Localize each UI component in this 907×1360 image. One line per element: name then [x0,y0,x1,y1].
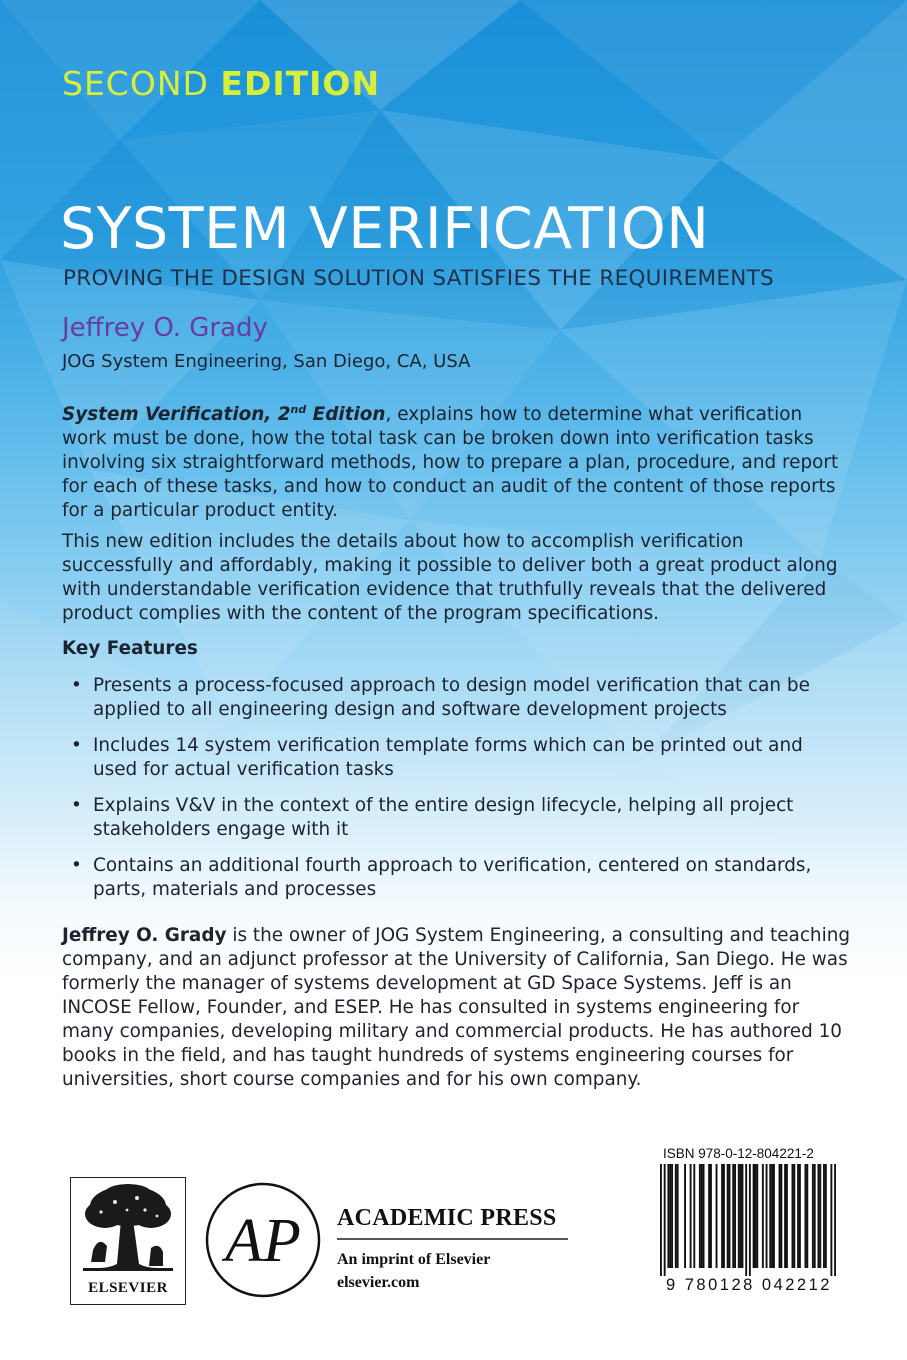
bio-author-name: Jeffrey O. Grady [62,925,227,946]
barcode-bar [817,1164,819,1268]
barcode-bar [742,1164,744,1268]
isbn-barcode [660,1164,836,1276]
barcode-bar [699,1164,701,1268]
elsevier-wordmark: ELSEVIER [88,1280,168,1296]
barcode-bar [667,1164,669,1268]
feature-item [62,794,832,842]
barcode-bar [753,1164,755,1268]
edition-word: EDITION [220,64,381,103]
barcode-bar [797,1164,799,1268]
feature-text: Includes 14 system verification template forms which can be printed out and used for actual verification tasks [93,735,803,780]
feature-text: Explains V&V in the context of the entire design lifecycle, helping all project stakeholders engage with it [93,795,794,840]
barcode-bar [727,1164,729,1268]
barcode-bar [773,1164,775,1268]
barcode-bar [766,1164,768,1268]
elsevier-logo [70,1177,186,1305]
barcode-bar [690,1164,692,1268]
key-features-heading: Key Features [62,638,198,659]
barcode-bar [669,1164,671,1268]
author-bio [62,924,852,1092]
barcode-bar [823,1164,825,1268]
barcode-bar [830,1164,832,1276]
barcode-bar [806,1164,808,1268]
bullet-icon: • [71,735,82,756]
book-subtitle: PROVING THE DESIGN SOLUTION SATISFIES THE REQUIREMENTS [63,266,774,291]
barcode-bar [732,1164,734,1268]
academic-press-name: ACADEMIC PRESS [337,1205,557,1231]
barcode-bar [812,1164,814,1268]
barcode-bar [814,1164,816,1268]
publisher-divider [337,1238,568,1240]
barcode-bar [660,1164,662,1276]
author-name: Jeffrey O. Grady [62,313,268,343]
barcode-bar [780,1164,782,1268]
edition-number: SECOND [62,64,209,103]
barcode-bar [675,1164,677,1268]
barcode-bar [664,1164,666,1276]
barcode-bar [677,1164,679,1268]
bullet-icon: • [71,855,82,876]
feature-item [62,674,832,722]
barcode-bar [684,1164,686,1268]
book-title: SYSTEM VERIFICATION [60,196,710,262]
barcode-bar [799,1164,801,1268]
elsevier-tree-icon [71,1180,185,1276]
description-text: , explains how to determine what verification work must be done, how the total task can be broken down into verification tasks involving six straightforward methods, how to prepare a plan, procedure, and report for each of these tasks, and how to conduct an audit of the content of those reports for a particular product entity. [62,404,839,522]
publisher-url: elsevier.com [337,1274,420,1291]
isbn-label: ISBN 978-0-12-804221-2 [663,1146,814,1161]
barcode-bar [723,1164,725,1268]
barcode-bar [745,1164,747,1276]
description-edition-word: Edition [306,404,386,426]
barcode-bar [762,1164,764,1268]
barcode-bar [671,1164,673,1268]
imprint-line: An imprint of Elsevier [337,1251,491,1268]
barcode-bar [769,1164,771,1268]
bullet-icon: • [71,795,82,816]
edition-label [62,64,380,103]
barcode-bar [710,1164,712,1268]
feature-item [62,854,832,902]
barcode-bar [754,1164,756,1268]
barcode-bar [834,1164,836,1276]
barcode-bar [703,1164,705,1268]
barcode-bar [729,1164,731,1268]
barcode-bar [784,1164,786,1268]
edition-superscript: nd [290,403,307,416]
barcode-bar [740,1164,742,1268]
barcode-bar [779,1164,781,1268]
barcode-bar [708,1164,710,1268]
barcode-bar [701,1164,703,1268]
ap-monogram: AP [225,1207,301,1275]
bio-text: is the owner of JOG System Engineering, a consulting and teaching company, and an adjunct professor at the University of California, San Diego. He was formerly the manager of systems development at GD Space Systems. Jeff is an INCOSE Fellow, Founder, and ESEP. He has consulted in systems engineering for many companies, developing military and commercial products. He has authored 10 books in the field, and has taught hundreds of systems engineering courses for universities, short course companies and for his own company. [62,925,851,1090]
feature-text: Contains an additional fourth approach to verification, centered on standards, parts, materials and processes [93,855,812,900]
feature-item [62,734,832,782]
barcode-bar [756,1164,758,1268]
barcode-bar [793,1164,795,1268]
feature-text: Presents a process-focused approach to design model verification that can be applied to all engineering design and software development projects [93,675,810,720]
academic-press-logo-icon [204,1181,322,1299]
barcode-bar [771,1164,773,1268]
barcode-bar [805,1164,807,1268]
author-affiliation: JOG System Engineering, San Diego, CA, USA [62,351,471,372]
barcode-bar [738,1164,740,1268]
description-paragraph [62,398,852,523]
key-features-list [62,674,832,914]
barcode-bar [749,1164,751,1276]
barcode-bar [721,1164,723,1268]
barcode-bar [792,1164,794,1268]
description-book-title: System Verification, 2 [62,404,291,426]
barcode-bar [786,1164,788,1268]
barcode-bar [693,1164,695,1268]
barcode-bar [716,1164,718,1268]
barcode-number: 9 780128 042212 [666,1276,832,1294]
barcode-bar [825,1164,827,1268]
barcode-bar [734,1164,736,1268]
barcode-bar [819,1164,821,1268]
new-edition-paragraph: This new edition includes the details about how to accomplish verification successfully and affordably, making it possible to deliver both a great product along with understandable verification evidence that truthfully reveals that the delivered product complies with the content of the program specifications. [62,531,838,624]
bullet-icon: • [71,675,82,696]
